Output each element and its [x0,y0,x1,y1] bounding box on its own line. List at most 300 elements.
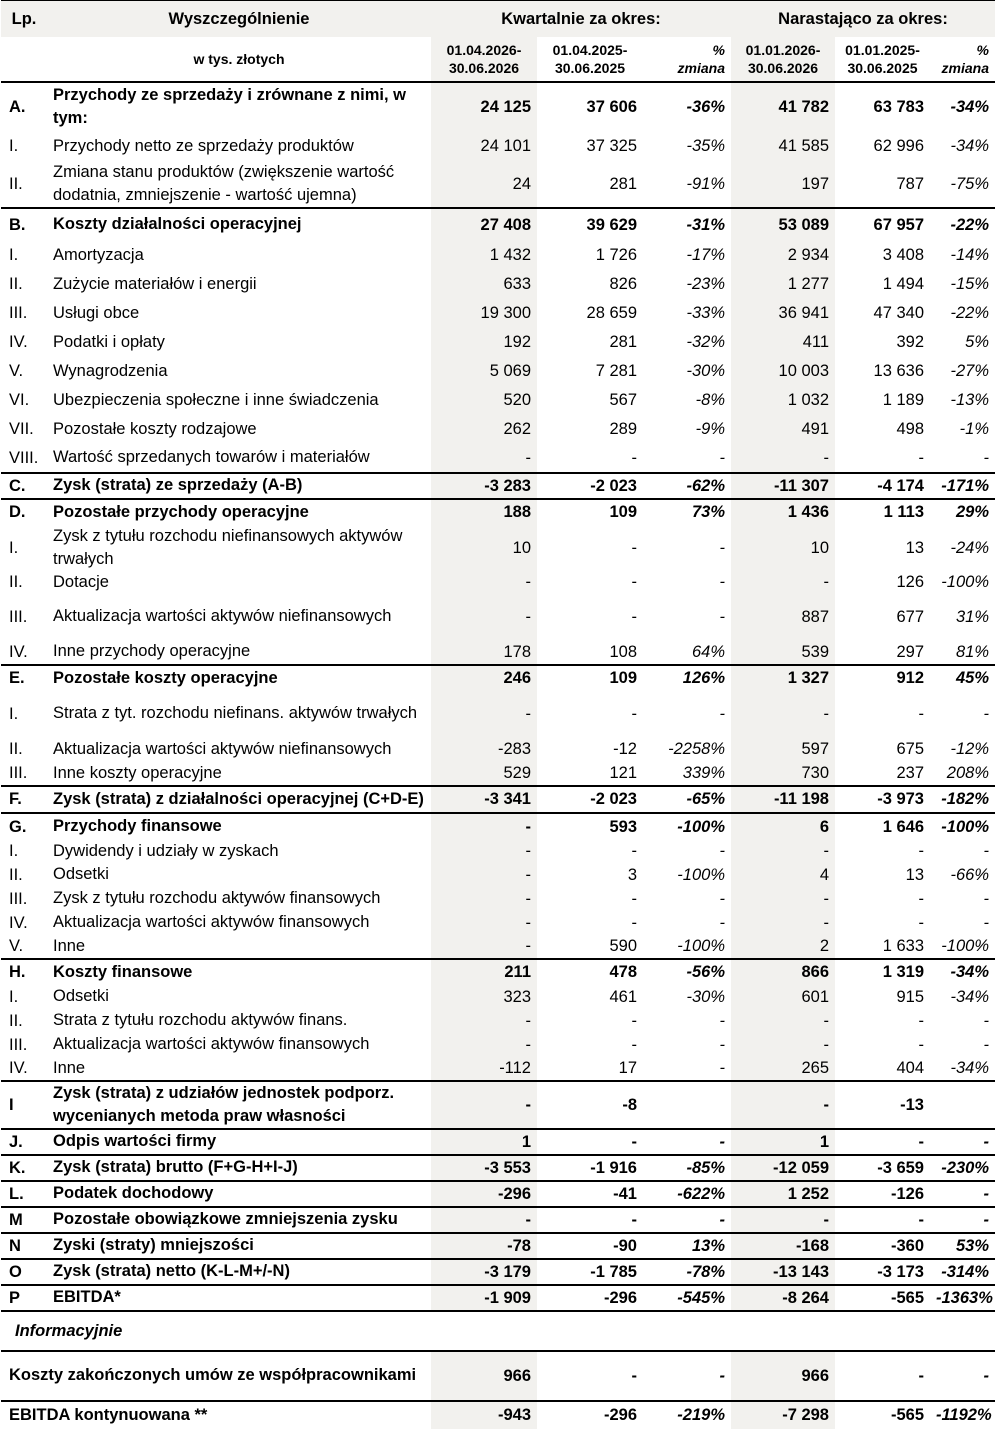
c-cur-value: 197 [731,161,835,208]
q-change-value: - [643,1129,731,1155]
row-description: Zysk z tytułu rozchodu niefinansowych aktywów trwałych [53,526,403,568]
c-change-value: - [930,1351,995,1401]
c-prev-value: 1 646 [835,813,930,840]
c-change-value: 208% [946,764,989,782]
c-prev-value: 47 340 [873,304,924,322]
q-change-value: -30% [686,987,725,1006]
c-cur-value: 10 [731,525,835,571]
row-description: Inne koszty operacyjne [53,763,222,782]
row-description: Aktualizacja wartości aktywów niefinansowych [53,739,392,758]
row-lp: III. [9,889,28,908]
q-prev-value: 281 [609,174,637,193]
table-row [1,1155,995,1181]
q-change-value: - [719,1011,725,1030]
q-prev-value: - [631,538,637,557]
row-lp: VIII. [9,448,39,467]
table-row [1,1081,995,1129]
table-row [1,1259,995,1285]
c-cur-value: 2 934 [731,241,835,270]
row-lp: III. [9,607,28,626]
row-lp: I. [9,987,19,1006]
q-prev-value: 461 [609,987,637,1006]
q-change-value: -31% [643,208,731,241]
c-change-value: -182% [930,786,995,813]
c-change-value: -34% [930,82,995,132]
q-prev-value: 121 [609,764,637,782]
c-cur-value: 10 003 [731,357,835,386]
c-change-value: -75% [950,174,989,193]
row-lp: VII. [9,420,34,438]
table-row [1,1233,995,1259]
c-prev-value: -4 174 [835,473,930,499]
row-description: Pozostałe przychody operacyjne [47,499,431,525]
info-table-row [1,1401,995,1429]
c-cur-value: 1 327 [731,665,835,691]
q-cur-value: - [431,863,537,887]
row-lp: I. [9,704,19,723]
table-row [1,840,995,863]
q-prev-value: -296 [537,1401,643,1429]
c-cur-value: 1 032 [731,386,835,415]
c-cur-value: - [731,1207,835,1233]
c-change-value: -15% [950,275,989,293]
q-prev-value: - [537,1129,643,1155]
table-row [1,813,995,840]
c-change-value: -230% [930,1155,995,1181]
c-prev-value: - [918,913,924,932]
row-description: EBITDA* [47,1285,431,1311]
row-lp: II. [9,740,23,758]
row-description: Strata z tytułu rozchodu aktywów finans. [53,1011,348,1029]
q-change-value: -17% [686,246,725,264]
q-change-value: -30% [686,362,725,380]
c-prev-value: 1 189 [882,391,924,409]
q-prev-value: -2 023 [537,473,643,499]
c-cur-value: 265 [731,1057,835,1081]
c-prev-value: - [918,448,924,467]
c-cur-value: 41 585 [731,132,835,161]
row-lp: III. [9,764,28,782]
q-prev-value: -12 [613,740,637,758]
q-prev-value: - [631,889,637,908]
c-change-value: -22% [930,208,995,241]
c-change-value: - [983,448,989,467]
row-lp: I. [9,246,19,264]
row-lp: B. [1,208,47,241]
table-row [1,1033,995,1057]
q-prev-value: - [631,842,637,860]
c-change-value: -100% [941,937,989,955]
row-lp: A. [1,82,47,132]
q-prev-value: -2 023 [537,786,643,813]
q-cur-value: 323 [431,985,537,1009]
q-change-value: -622% [643,1181,731,1207]
table-row [1,863,995,887]
c-cur-value: 866 [731,959,835,985]
q-change-value: - [719,538,725,557]
c-prev-value: 3 408 [882,246,924,264]
q-prev-value: 3 [627,865,637,884]
q-cur-value: -3 179 [431,1259,537,1285]
row-description: Wartość sprzedanych towarów i materiałów [53,448,370,466]
c-change-value: 53% [930,1233,995,1259]
unit-label: w tys. złotych [193,50,285,67]
c-cur-value: 730 [731,762,835,786]
table-row [1,1057,995,1081]
c-prev-value: 915 [896,987,924,1006]
c-change-value: - [930,1181,995,1207]
c-cur-value: 1 [731,1129,835,1155]
q-cur-value: - [431,1081,537,1129]
table-row [1,1009,995,1033]
c-cur-value: - [731,840,835,863]
c-prev-value: - [835,1351,930,1401]
table-row [1,473,995,499]
q-change-value [643,1081,731,1129]
q-change-value: 13% [643,1233,731,1259]
q-prev-value: - [631,448,637,467]
c-change-value: 29% [930,499,995,525]
q-prev-value: 1 726 [595,246,637,264]
c-prev-value: 13 636 [873,362,924,380]
table-row [1,985,995,1009]
row-description: Odpis wartości firmy [47,1129,431,1155]
q-prev-period: 01.04.2025- 30.06.2025 [552,41,628,76]
c-cur-value: 1 252 [731,1181,835,1207]
c-prev-value: -13 [835,1081,930,1129]
c-prev-value: -3 659 [835,1155,930,1181]
c-change-value: -314% [930,1259,995,1285]
c-prev-value: 126 [896,573,924,591]
row-description: Pozostałe obowiązkowe zmniejszenia zysku [47,1207,431,1233]
table-row [1,241,995,270]
row-description: Dotacje [53,572,109,591]
table-row [1,1129,995,1155]
c-cur-value: -7 298 [731,1401,835,1429]
row-lp: K. [1,1155,47,1181]
header-row-2 [1,37,995,82]
row-description: Aktualizacja wartości aktywów finansowych [53,1035,370,1053]
c-prev-value: - [918,842,924,860]
q-change-value: - [719,889,725,908]
row-description: Zmiana stanu produktów (zwiększenie wartość dodatnia, zmniejszenie - wartość ujemna) [53,162,395,204]
c-cur-value: 2 [731,935,835,959]
row-description: Odsetki [53,987,109,1005]
q-change-value: - [719,573,725,591]
q-change-value: -91% [686,174,725,193]
q-cur-value: 520 [431,386,537,415]
c-prev-value: 1 633 [882,937,924,955]
table-row [1,737,995,762]
q-cur-value: -1 909 [431,1285,537,1311]
row-description: Inne przychody operacyjne [53,642,251,660]
c-change-value: -13% [950,391,989,409]
row-lp: I. [9,538,19,557]
q-prev-value: 37 606 [537,82,643,132]
c-change-value: - [983,913,989,932]
row-lp: V. [9,362,24,380]
q-change-value: -545% [643,1285,731,1311]
c-prev-value: - [918,1011,924,1030]
row-lp: III. [9,304,28,322]
q-change-value: -32% [686,333,725,351]
table-row [1,1181,995,1207]
q-change-value: -56% [643,959,731,985]
q-change-value: 126% [643,665,731,691]
table-row [1,640,995,665]
q-change-value: -35% [686,137,725,155]
q-change-value: - [719,842,725,860]
c-change-value [930,1081,995,1129]
c-prev-value: -565 [835,1401,930,1429]
q-cur-value: 24 125 [431,82,537,132]
q-prev-value: 826 [609,275,637,293]
q-cur-value: -943 [431,1401,537,1429]
c-change-value: - [983,704,989,723]
c-cur-value: 6 [731,813,835,840]
table-row [1,594,995,640]
row-description: Podatki i opłaty [53,332,165,351]
row-description: Wynagrodzenia [53,361,168,380]
q-change-value: -219% [643,1401,731,1429]
q-prev-value: 567 [609,391,637,409]
row-description: Przychody ze sprzedaży i zrównane z nimi, w tym: [47,82,431,132]
q-change-value: - [719,704,725,723]
table-row [1,911,995,935]
c-cur-value: 1 277 [731,270,835,299]
row-description: Przychody finansowe [47,813,431,840]
row-lp: IV. [9,333,28,351]
c-cur-value: 887 [731,594,835,640]
c-change-value: - [983,1035,989,1054]
c-cur-value: -8 264 [731,1285,835,1311]
q-prev-value: - [631,1011,637,1030]
c-change-value: -100% [941,573,989,591]
q-prev-value: -90 [537,1233,643,1259]
q-change-value: -36% [643,82,731,132]
q-cur-value: 1 432 [431,241,537,270]
q-cur-value: - [431,691,537,737]
c-cur-period: 01.01.2026- 30.06.2026 [731,37,835,82]
c-change-header: % zmiana [941,41,989,76]
row-description: Podatek dochodowy [47,1181,431,1207]
table-row [1,525,995,571]
row-description: Odsetki [53,865,109,883]
c-cur-value: -11 307 [731,473,835,499]
c-prev-value: 498 [896,420,924,438]
q-cur-value: 24 101 [431,132,537,161]
c-change-value: 45% [930,665,995,691]
info-label: Informacyjnie [1,1311,995,1351]
row-description: Przychody netto ze sprzedaży produktów [53,136,354,155]
c-change-value: -1% [959,420,989,438]
q-change-value: - [719,607,725,626]
info-row-description: EBITDA kontynuowana ** [1,1401,431,1429]
table-row [1,444,995,473]
q-prev-value: 7 281 [595,362,637,380]
row-lp: II. [9,573,23,591]
c-change-value: 81% [955,642,989,661]
table-row [1,887,995,911]
c-cur-value: - [731,1033,835,1057]
q-cur-value: -3 341 [431,786,537,813]
row-description: Zyski (straty) mniejszości [47,1233,431,1259]
c-cur-value: 41 782 [731,82,835,132]
info-row-description: Koszty zakończonych umów ze współpracownikami [1,1351,431,1401]
c-prev-value: -565 [835,1285,930,1311]
q-cur-value: - [431,1207,537,1233]
q-cur-value: -296 [431,1181,537,1207]
c-change-value: -171% [930,473,995,499]
row-description: Koszty działalności operacyjnej [47,208,431,241]
q-change-value: -100% [677,865,725,884]
q-prev-value: 109 [537,499,643,525]
q-prev-value: 289 [609,420,637,438]
c-cur-value: 539 [731,640,835,665]
q-change-value: - [719,448,725,467]
q-prev-value: - [631,704,637,723]
q-prev-value: - [631,607,637,626]
c-prev-value: -126 [835,1181,930,1207]
q-prev-value: 17 [618,1059,637,1077]
row-description: Usługi obce [53,303,140,322]
financial-table [1,0,995,1429]
row-description: Amortyzacja [53,245,144,264]
c-cur-value: 601 [731,985,835,1009]
c-cur-value: -11 198 [731,786,835,813]
q-cur-value: -112 [431,1057,537,1081]
c-prev-value: 912 [835,665,930,691]
row-description: Inne [53,936,86,955]
c-change-value: -14% [950,246,989,264]
q-cur-value: - [431,1033,537,1057]
q-prev-value: -296 [537,1285,643,1311]
c-change-value: - [983,889,989,908]
c-prev-value: 404 [896,1059,924,1077]
row-description: Zysk z tytułu rozchodu aktywów finansowych [53,889,381,907]
c-prev-value: 13 [905,865,924,884]
row-lp: II. [9,275,23,293]
row-lp: G. [1,813,47,840]
c-cur-value: - [731,1081,835,1129]
c-prev-value: - [835,1207,930,1233]
c-prev-value: -3 173 [835,1259,930,1285]
q-prev-value: 590 [609,937,637,955]
c-change-value: -1363% [930,1285,995,1311]
c-cur-value: - [731,444,835,473]
q-change-value: -85% [643,1155,731,1181]
q-change-value: - [719,1059,725,1077]
q-prev-value: 281 [609,333,637,351]
q-prev-value: 37 325 [586,137,637,155]
q-change-header: % zmiana [677,41,725,76]
c-cur-value: -13 143 [731,1259,835,1285]
c-prev-value: 67 957 [835,208,930,241]
table-row [1,571,995,594]
c-change-value: -1192% [930,1401,995,1429]
c-change-value: -66% [950,865,989,884]
c-prev-value: 13 [905,538,924,557]
c-change-value: 31% [955,607,989,626]
c-prev-value: 297 [896,642,924,661]
c-prev-value: -3 973 [835,786,930,813]
q-change-value: - [643,1207,731,1233]
c-cur-value: 597 [731,737,835,762]
c-change-value: -24% [950,538,989,557]
row-description: Zysk (strata) z udziałów jednostek podporz. wycenianych metoda praw własności [47,1081,431,1129]
q-change-value: -100% [677,937,725,955]
table-row [1,691,995,737]
table-row [1,1285,995,1311]
q-cur-value: - [431,911,537,935]
row-description: Zużycie materiałów i energii [53,274,257,293]
row-description: Inne [53,1058,86,1077]
c-prev-period: 01.01.2025- 30.06.2025 [845,41,920,76]
row-lp: I. [9,137,19,155]
row-lp: III. [9,1035,28,1054]
header-row-1 [1,1,995,37]
c-change-value: -27% [950,362,989,380]
c-change-value: - [930,1129,995,1155]
c-prev-value: - [918,1035,924,1054]
q-prev-value: -1 785 [537,1259,643,1285]
row-lp: I [1,1081,47,1129]
c-prev-value: 392 [896,333,924,351]
description-header: Wyszczególnienie [47,1,431,37]
c-change-value: -22% [950,304,989,322]
row-description: Zysk (strata) netto (K-L-M+/-N) [47,1259,431,1285]
q-cur-value: - [431,887,537,911]
c-prev-value: 237 [896,764,924,782]
q-cur-value: -3 283 [431,473,537,499]
table-row [1,665,995,691]
row-lp: VI. [9,391,30,409]
row-description: Aktualizacja wartości aktywów finansowych [53,913,370,931]
q-prev-value: 109 [537,665,643,691]
row-lp: I. [9,842,19,860]
row-description: Zysk (strata) brutto (F+G-H+I-J) [47,1155,431,1181]
q-cur-value: -3 553 [431,1155,537,1181]
c-prev-value: 1 494 [882,275,924,293]
row-lp: P [1,1285,47,1311]
c-cur-value: 966 [731,1351,835,1401]
q-change-value: - [719,913,725,932]
c-change-value: - [983,1011,989,1030]
c-prev-value: - [918,889,924,908]
row-lp: V. [9,937,24,955]
table-row [1,299,995,328]
c-change-value: -34% [930,959,995,985]
q-cur-value: 19 300 [431,299,537,328]
q-change-value: -2258% [668,740,725,758]
q-cur-value: 1 [431,1129,537,1155]
q-prev-value: 593 [537,813,643,840]
cumulative-header: Narastająco za okres: [731,1,995,37]
q-cur-value: -78 [431,1233,537,1259]
q-prev-value: - [631,913,637,932]
c-cur-value: - [731,1009,835,1033]
table-row [1,328,995,357]
q-cur-value: 192 [431,328,537,357]
q-prev-value: - [537,1351,643,1401]
q-change-value: -78% [643,1259,731,1285]
row-lp: M [1,1207,47,1233]
row-lp: II. [9,174,23,193]
table-row [1,208,995,241]
c-cur-value: -168 [731,1233,835,1259]
q-cur-value: 5 069 [431,357,537,386]
q-prev-value: 108 [609,642,637,661]
